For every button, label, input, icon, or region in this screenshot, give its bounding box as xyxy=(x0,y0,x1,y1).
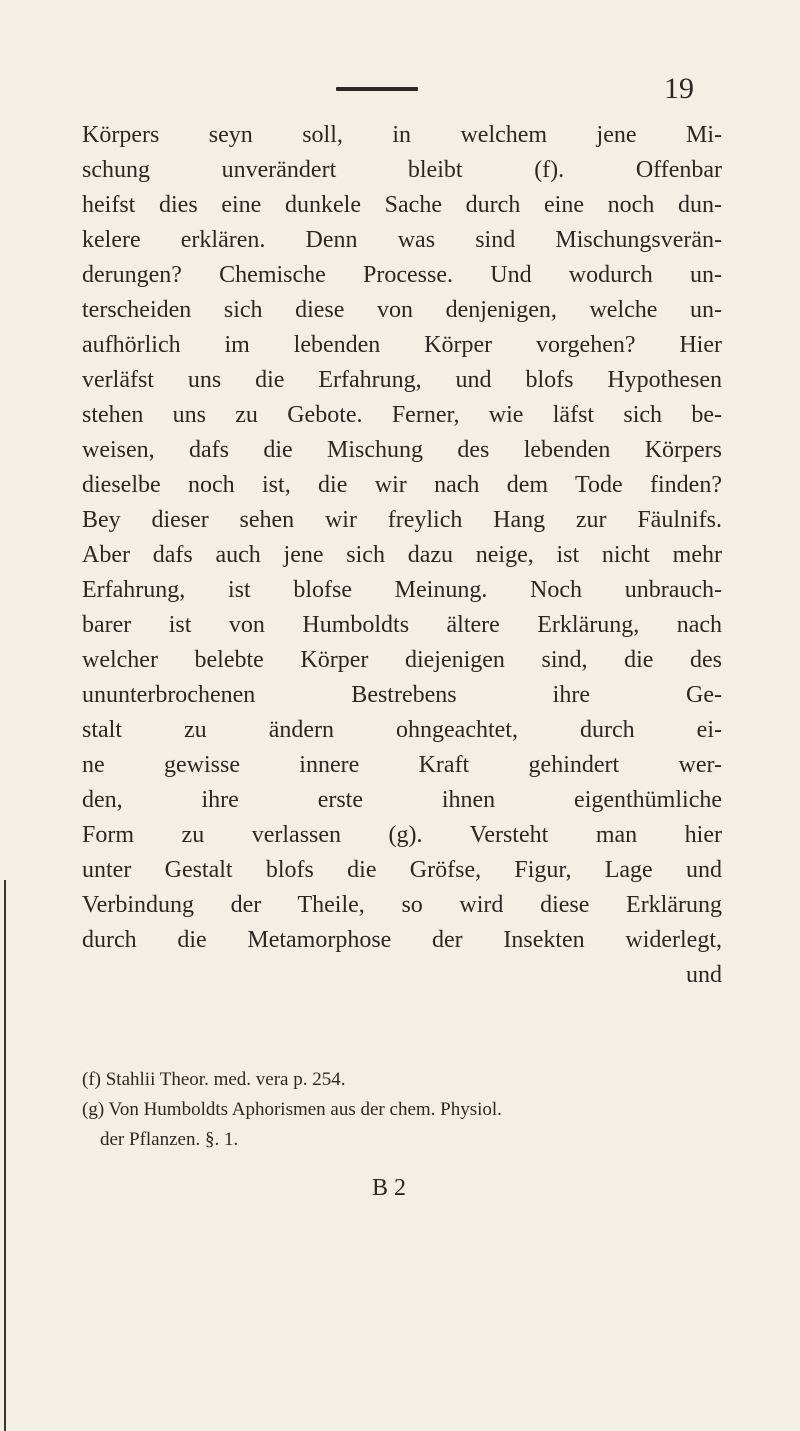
text-line: aufhörlich im lebenden Körper vorgehen? Hier xyxy=(82,332,722,358)
text-line: Aber dafs auch jene sich dazu neige, ist nicht mehr xyxy=(82,542,722,568)
text-line: stehen uns zu Gebote. Ferner, wie läfst sich be- xyxy=(82,402,722,428)
text-line: unter Gestalt blofs die Gröfse, Figur, Lage und xyxy=(82,857,722,883)
footnotes xyxy=(82,1065,722,1155)
text-line: ununterbrochenen Bestrebens ihre Ge- xyxy=(82,682,722,708)
text-line: dieselbe noch ist, die wir nach dem Tode finden? xyxy=(82,472,722,498)
text-line: durch die Metamorphose der Insekten widerlegt, xyxy=(82,927,722,953)
text-line: ne gewisse innere Kraft gehindert wer- xyxy=(82,752,722,778)
footnote-f: (f) Stahlii Theor. med. vera p. 254. xyxy=(82,1069,346,1090)
body-text xyxy=(82,118,722,993)
text-line: Erfahrung, ist blofse Meinung. Noch unbrauch- xyxy=(82,577,722,603)
text-line: Bey dieser sehen wir freylich Hang zur Fäulnifs. xyxy=(82,507,722,533)
page-edge-line xyxy=(4,880,6,1431)
text-line: Form zu verlassen (g). Versteht man hier xyxy=(82,822,722,848)
signature-mark: B 2 xyxy=(372,1175,407,1201)
text-line: Körpers seyn soll, in welchem jene Mi- xyxy=(82,122,722,148)
text-line: terscheiden sich diese von denjenigen, welche un- xyxy=(82,297,722,323)
text-line: stalt zu ändern ohngeachtet, durch ei- xyxy=(82,717,722,743)
text-line-catchword: und xyxy=(686,962,722,988)
text-line: derungen? Chemische Processe. Und wodurch un- xyxy=(82,262,722,288)
text-line: den, ihre erste ihnen eigenthümliche xyxy=(82,787,722,813)
header-rule xyxy=(336,87,418,91)
page-number: 19 xyxy=(664,72,694,105)
text-line: verläfst uns die Erfahrung, und blofs Hypothesen xyxy=(82,367,722,393)
text-line: heifst dies eine dunkele Sache durch eine noch dun- xyxy=(82,192,722,218)
text-line: schung unverändert bleibt (f). Offenbar xyxy=(82,157,722,183)
footnote-g: (g) Von Humboldts Aphorismen aus der chem. Physiol. xyxy=(82,1099,502,1120)
text-line: kelere erklären. Denn was sind Mischungsverän- xyxy=(82,227,722,253)
footnote-g-continuation: der Pflanzen. §. 1. xyxy=(100,1129,239,1150)
text-line: welcher belebte Körper diejenigen sind, die des xyxy=(82,647,722,673)
text-line: weisen, dafs die Mischung des lebenden Körpers xyxy=(82,437,722,463)
text-line: Verbindung der Theile, so wird diese Erklärung xyxy=(82,892,722,918)
text-line: barer ist von Humboldts ältere Erklärung, nach xyxy=(82,612,722,638)
